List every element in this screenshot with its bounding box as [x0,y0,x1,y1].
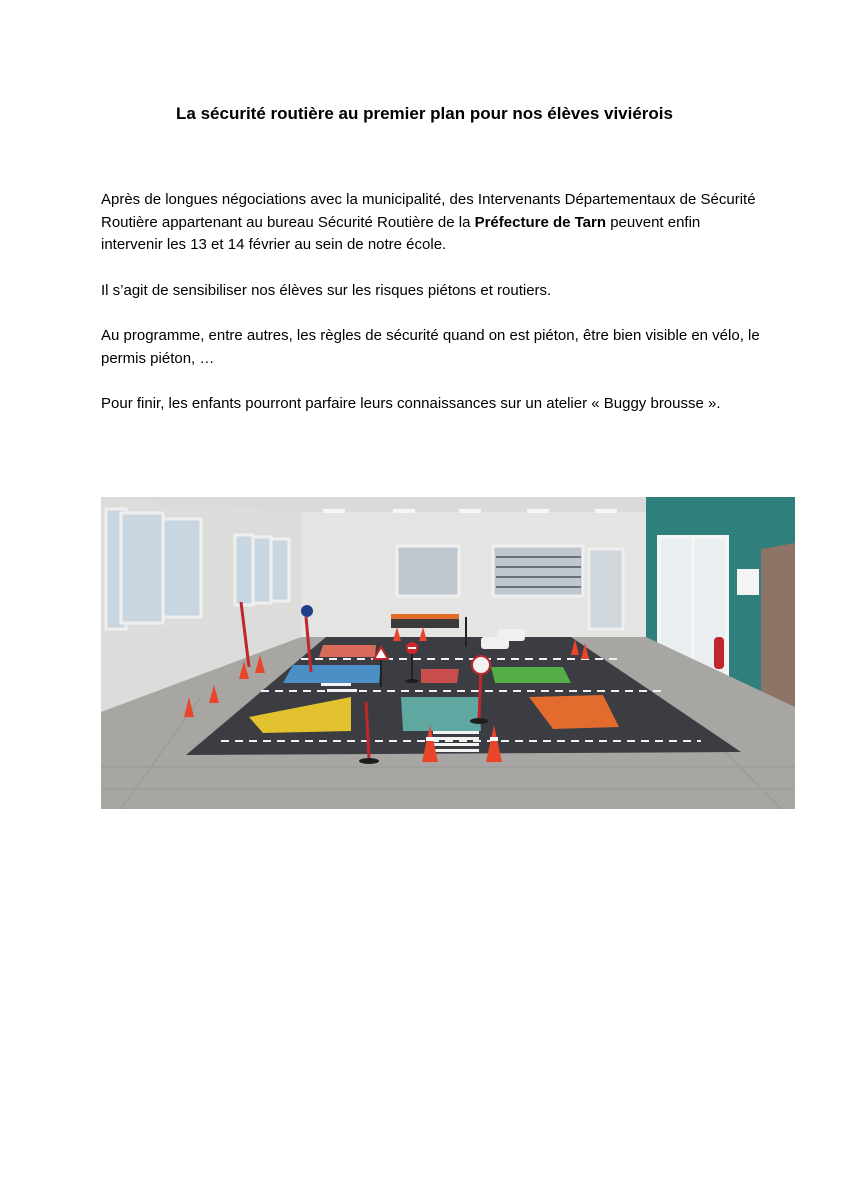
prefecture-emphasis: Préfecture de Tarn [474,213,607,231]
paragraph-program: Au programme, entre autres, les règles de sécurité quand on est piéton, être bien visible en vélo, le permis piéton, … [101,327,760,367]
paragraph-intro-text-end: peuvent enfin intervenir les 13 et 14 février au sein de notre école. [101,213,701,253]
document-title: La sécurité routière au premier plan pour nos élèves viviérois [176,104,673,123]
paragraph-purpose: Il s’agit de sensibiliser nos élèves sur les risques piétons et routiers. [101,282,552,299]
paragraph-intro [101,189,761,257]
road-safety-classroom-photo [101,497,795,809]
paragraph-conclusion: Pour finir, les enfants pourront parfaire leurs connaissances sur un atelier « Buggy brousse ». [101,395,721,412]
paragraph-intro-text: Après de longues négociations avec la municipalité, des Intervenants Départementaux de Sécurité Routière appartenant au bureau Sécurité Routière de la [101,191,756,231]
